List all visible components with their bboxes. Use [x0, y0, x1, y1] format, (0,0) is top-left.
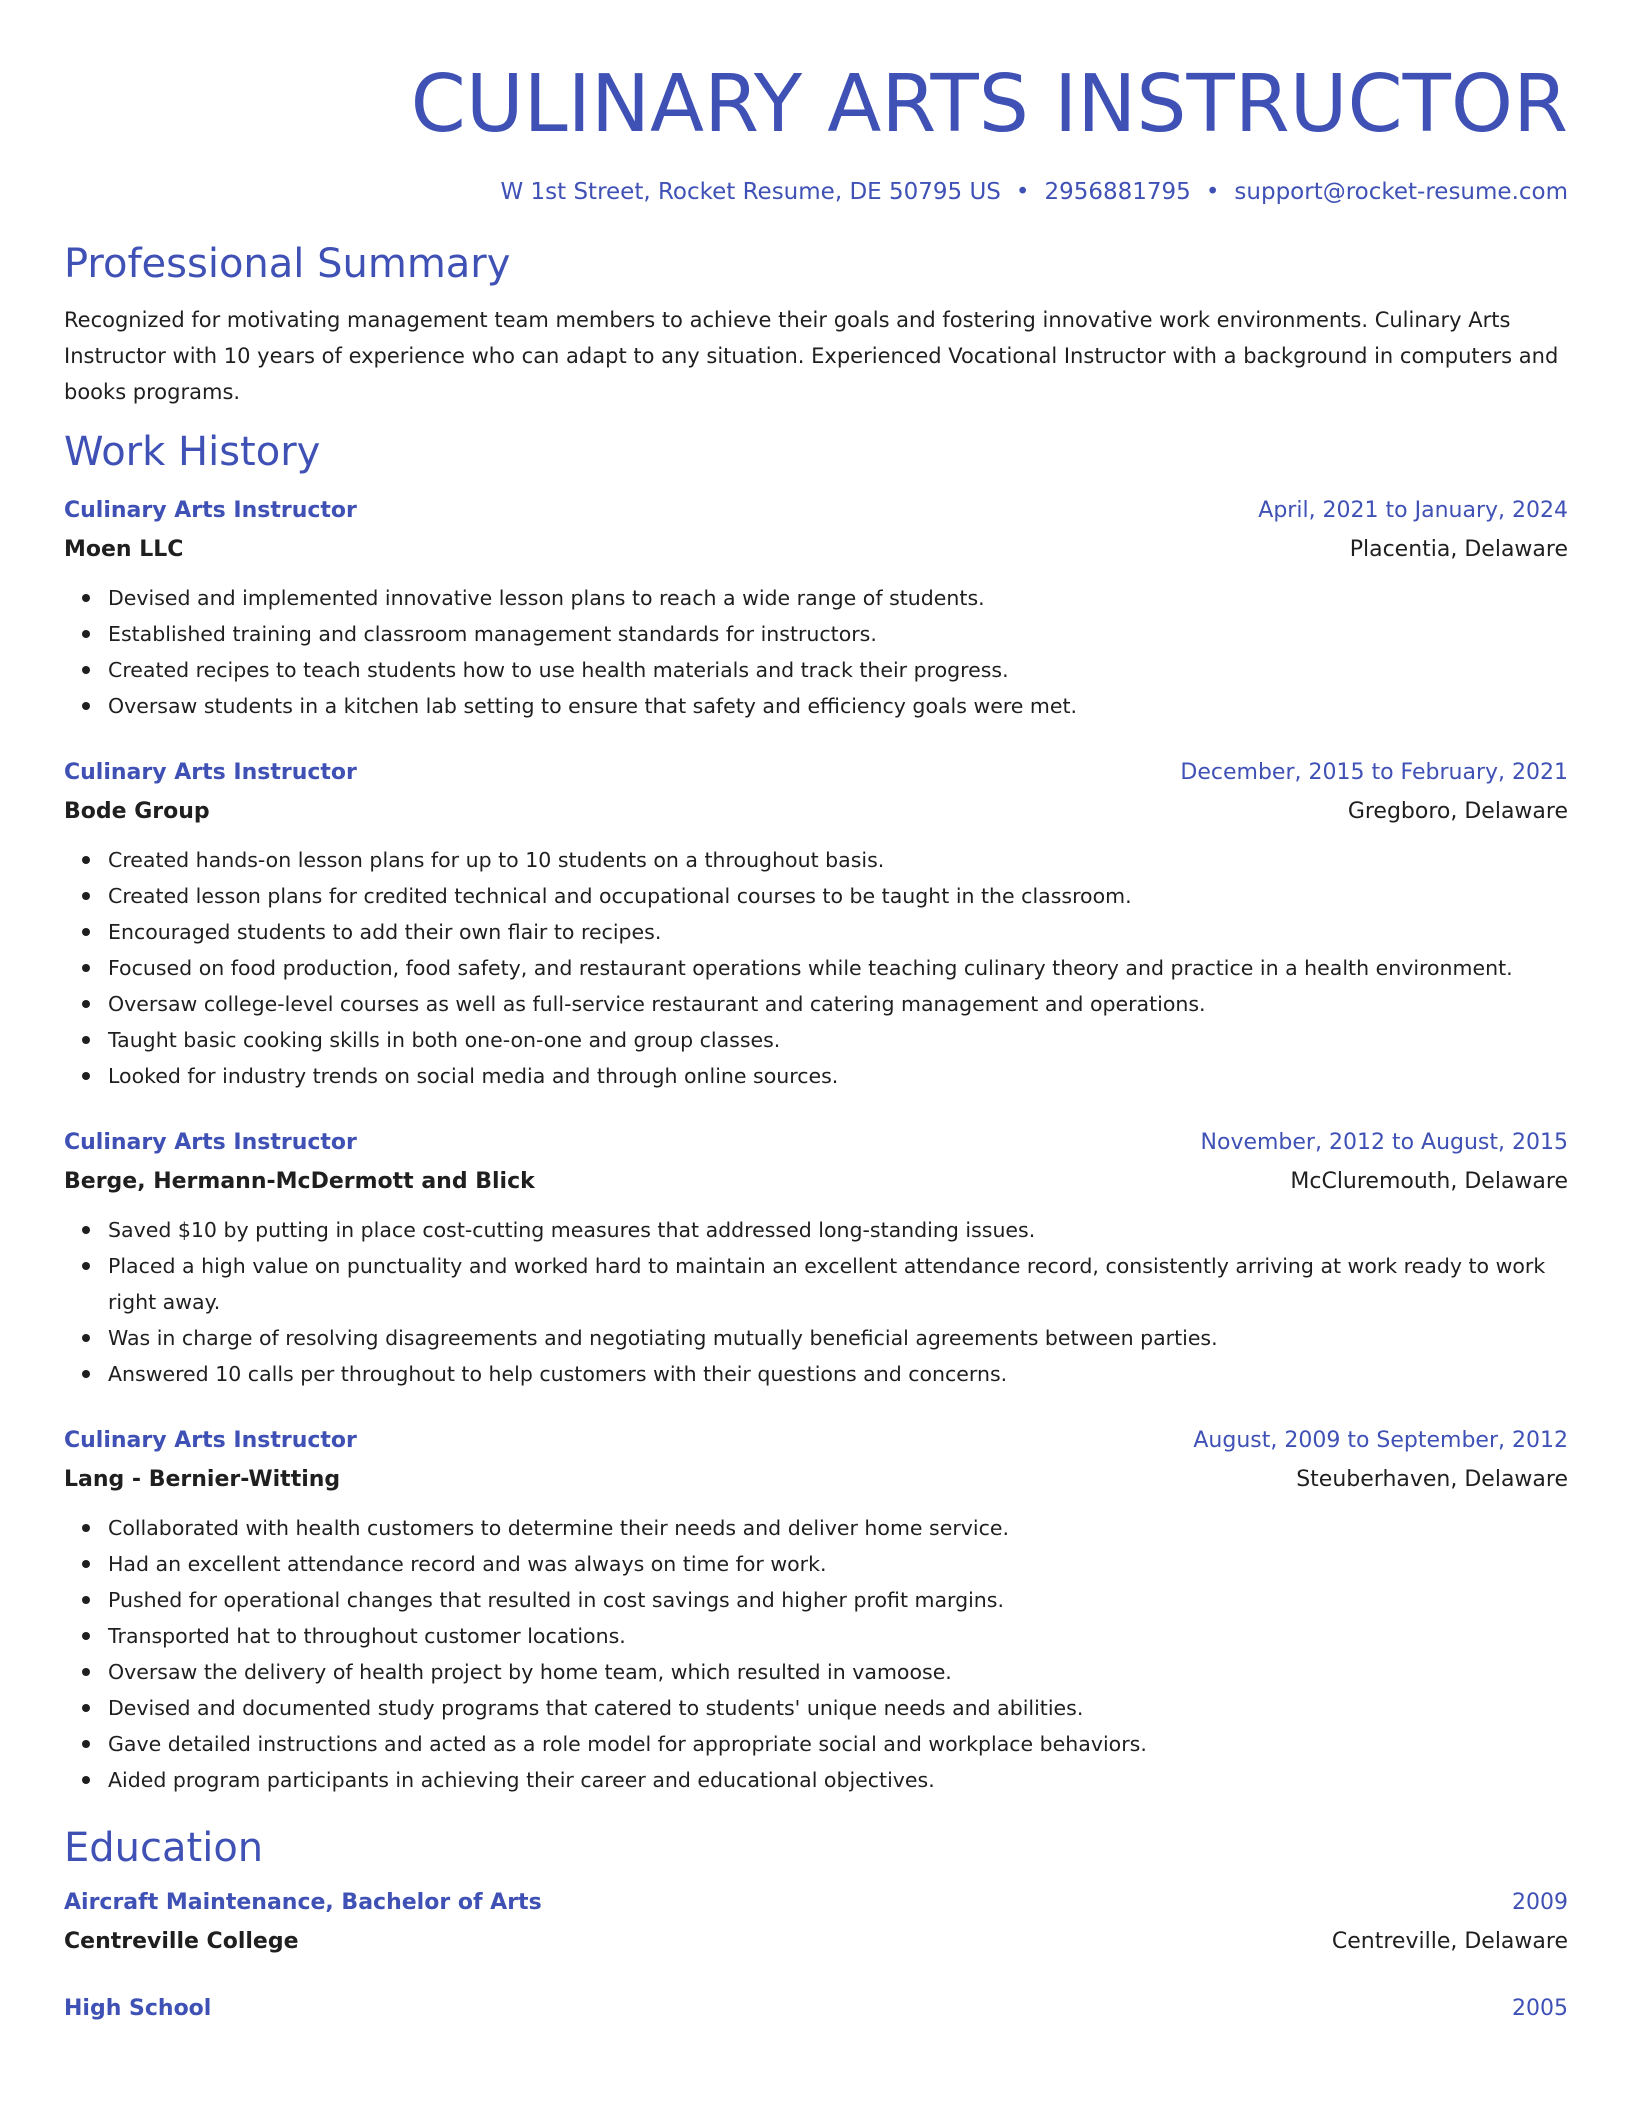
- contact-phone: 2956881795: [1044, 179, 1191, 205]
- job-bullet-text: Oversaw the delivery of health project by home team, which resulted in vamoose.: [108, 1660, 952, 1684]
- job-location: Steuberhaven, Delaware: [1296, 1467, 1568, 1492]
- bullet-icon: [82, 1262, 90, 1270]
- bullet-icon: [82, 1370, 90, 1378]
- education-entry: [64, 1884, 1568, 1962]
- resume-page: [64, 0, 1568, 2028]
- job-bullet-text: Oversaw students in a kitchen lab setting to ensure that safety and efficiency goals were met.: [108, 694, 1078, 718]
- job-bullet: [108, 1726, 1568, 1762]
- education-location: Centreville, Delaware: [1331, 1929, 1568, 1954]
- bullet-icon: [82, 1704, 90, 1712]
- job-bullet-list: [64, 1212, 1568, 1392]
- job-bullet: [108, 580, 1568, 616]
- job-bullet: [108, 652, 1568, 688]
- bullet-icon: [82, 1668, 90, 1676]
- education-header-row: [64, 1990, 1568, 2028]
- job-bullet: [108, 1690, 1568, 1726]
- education-list: [64, 1884, 1568, 2028]
- job-entry: [64, 754, 1568, 1094]
- bullet-icon: [82, 1524, 90, 1532]
- job-bullet-list: [64, 580, 1568, 724]
- job-company-row: [64, 530, 1568, 570]
- bullet-icon: [82, 892, 90, 900]
- education-entry: [64, 1990, 1568, 2028]
- bullet-icon: [82, 666, 90, 674]
- job-bullet-text: Encouraged students to add their own flair to recipes.: [108, 920, 662, 944]
- bullet-icon: [82, 702, 90, 710]
- bullet-icon: [82, 1226, 90, 1234]
- job-bullet: [108, 950, 1568, 986]
- job-bullet-text: Looked for industry trends on social media and through online sources.: [108, 1064, 839, 1088]
- job-bullet: [108, 1582, 1568, 1618]
- job-location: Placentia, Delaware: [1349, 537, 1568, 562]
- job-company: Berge, Hermann-McDermott and Blick: [64, 1169, 535, 1194]
- job-bullet-text: Transported hat to throughout customer locations.: [108, 1624, 626, 1648]
- job-bullet-text: Created recipes to teach students how to use health materials and track their progress.: [108, 658, 1009, 682]
- contact-line: [64, 176, 1568, 208]
- job-entry: [64, 1124, 1568, 1392]
- job-header-row: [64, 1124, 1568, 1162]
- job-bullet-text: Focused on food production, food safety, and restaurant operations while teaching culinary theory and practice in a health environment.: [108, 956, 1513, 980]
- job-bullet: [108, 1762, 1568, 1798]
- job-bullet: [108, 1546, 1568, 1582]
- job-dates: April, 2021 to January, 2024: [1258, 498, 1568, 523]
- education-degree: Aircraft Maintenance, Bachelor of Arts: [64, 1890, 542, 1915]
- education-header-row: [64, 1884, 1568, 1922]
- job-company-row: [64, 792, 1568, 832]
- job-bullet-text: Saved $10 by putting in place cost-cutting measures that addressed long-standing issues.: [108, 1218, 1036, 1242]
- bullet-icon: [82, 1632, 90, 1640]
- job-bullet-text: Oversaw college-level courses as well as full-service restaurant and catering management and operations.: [108, 992, 1206, 1016]
- education-year: 2009: [1512, 1890, 1568, 1915]
- bullet-icon: [82, 1072, 90, 1080]
- job-bullet: [108, 1022, 1568, 1058]
- contact-separator: •: [1015, 179, 1030, 205]
- bullet-icon: [82, 928, 90, 936]
- job-bullet: [108, 1058, 1568, 1094]
- job-bullet: [108, 1654, 1568, 1690]
- work-history-list: [64, 492, 1568, 1798]
- job-bullet-text: Created lesson plans for credited technical and occupational courses to be taught in the classroom.: [108, 884, 1132, 908]
- job-title: Culinary Arts Instructor: [64, 1428, 357, 1453]
- resume-name: CULINARY ARTS INSTRUCTOR: [410, 58, 1568, 150]
- contact-separator: •: [1205, 179, 1220, 205]
- job-bullet: [108, 842, 1568, 878]
- job-header-row: [64, 492, 1568, 530]
- job-location: Gregboro, Delaware: [1347, 799, 1568, 824]
- job-bullet-text: Gave detailed instructions and acted as a role model for appropriate social and workplace behaviors.: [108, 1732, 1147, 1756]
- education-year: 2005: [1512, 1996, 1568, 2021]
- job-dates: August, 2009 to September, 2012: [1193, 1428, 1568, 1453]
- education-degree: High School: [64, 1996, 212, 2021]
- job-bullet-text: Was in charge of resolving disagreements and negotiating mutually beneficial agreements between parties.: [108, 1326, 1218, 1350]
- work-history-heading: Work History: [64, 429, 321, 475]
- job-bullet: [108, 1248, 1568, 1320]
- job-bullet-text: Established training and classroom management standards for instructors.: [108, 622, 877, 646]
- education-school-row: [64, 1922, 1568, 1962]
- job-bullet: [108, 878, 1568, 914]
- contact-email: support@rocket-resume.com: [1234, 179, 1568, 205]
- bullet-icon: [82, 964, 90, 972]
- job-bullet-text: Pushed for operational changes that resulted in cost savings and higher profit margins.: [108, 1588, 1004, 1612]
- job-bullet: [108, 914, 1568, 950]
- job-bullet-text: Created hands-on lesson plans for up to 10 students on a throughout basis.: [108, 848, 885, 872]
- job-bullet-text: Had an excellent attendance record and was always on time for work.: [108, 1552, 827, 1576]
- job-location: McCluremouth, Delaware: [1290, 1169, 1568, 1194]
- bullet-icon: [82, 1036, 90, 1044]
- job-header-row: [64, 1422, 1568, 1460]
- job-dates: November, 2012 to August, 2015: [1200, 1130, 1568, 1155]
- bullet-icon: [82, 856, 90, 864]
- job-entry: [64, 492, 1568, 724]
- job-title: Culinary Arts Instructor: [64, 760, 357, 785]
- job-bullet-list: [64, 842, 1568, 1094]
- job-bullet: [108, 616, 1568, 652]
- job-bullet-text: Collaborated with health customers to determine their needs and deliver home service.: [108, 1516, 1009, 1540]
- job-title: Culinary Arts Instructor: [64, 1130, 357, 1155]
- job-bullet: [108, 1618, 1568, 1654]
- job-bullet-text: Taught basic cooking skills in both one-on-one and group classes.: [108, 1028, 781, 1052]
- job-company: Lang - Bernier-Witting: [64, 1467, 341, 1492]
- job-company: Moen LLC: [64, 537, 184, 562]
- job-title: Culinary Arts Instructor: [64, 498, 357, 523]
- job-bullet-list: [64, 1510, 1568, 1798]
- education-heading: Education: [64, 1825, 264, 1871]
- job-bullet-text: Answered 10 calls per throughout to help customers with their questions and concerns.: [108, 1362, 1008, 1386]
- bullet-icon: [82, 594, 90, 602]
- summary-text: Recognized for motivating management team members to achieve their goals and fostering innovative work environments. Culinary Arts Instructor with 10 years of experience who can adapt to any situation. Experienced Vocational Instructor with a background in computers and books programs.: [64, 308, 1559, 404]
- education-school: Centreville College: [64, 1929, 299, 1954]
- job-bullet: [108, 1212, 1568, 1248]
- job-dates: December, 2015 to February, 2021: [1180, 760, 1568, 785]
- summary-heading: Professional Summary: [64, 241, 511, 287]
- job-company-row: [64, 1460, 1568, 1500]
- bullet-icon: [82, 1560, 90, 1568]
- bullet-icon: [82, 1740, 90, 1748]
- bullet-icon: [82, 1596, 90, 1604]
- job-bullet: [108, 1320, 1568, 1356]
- job-bullet: [108, 1510, 1568, 1546]
- bullet-icon: [82, 630, 90, 638]
- job-company-row: [64, 1162, 1568, 1202]
- job-bullet-text: Aided program participants in achieving their career and educational objectives.: [108, 1768, 935, 1792]
- bullet-icon: [82, 1776, 90, 1784]
- job-bullet: [108, 1356, 1568, 1392]
- job-bullet: [108, 986, 1568, 1022]
- bullet-icon: [82, 1334, 90, 1342]
- job-bullet: [108, 688, 1568, 724]
- job-bullet-text: Placed a high value on punctuality and worked hard to maintain an excellent attendance record, consistently arriving at work ready to work right away.: [108, 1254, 1546, 1314]
- job-bullet-text: Devised and implemented innovative lesson plans to reach a wide range of students.: [108, 586, 985, 610]
- job-entry: [64, 1422, 1568, 1798]
- contact-address: W 1st Street, Rocket Resume, DE 50795 US: [500, 179, 1001, 205]
- bullet-icon: [82, 1000, 90, 1008]
- job-company: Bode Group: [64, 799, 210, 824]
- job-header-row: [64, 754, 1568, 792]
- job-bullet-text: Devised and documented study programs that catered to students' unique needs and abilities.: [108, 1696, 1084, 1720]
